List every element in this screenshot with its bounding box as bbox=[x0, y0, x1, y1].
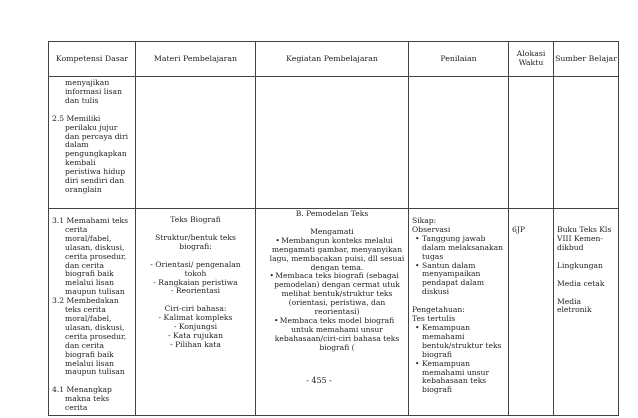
kd-4-1: 4.1 Menangkap makna teks cerita bbox=[52, 385, 112, 413]
penilaian-observasi: Observasi bbox=[412, 224, 451, 234]
sumber-cell bbox=[554, 77, 619, 209]
lesson-plan-table bbox=[48, 41, 619, 416]
kegiatan-cell bbox=[256, 77, 409, 209]
table-row bbox=[49, 77, 619, 209]
alokasi-cell bbox=[509, 77, 554, 209]
materi-rangkaian: - Rangkaian peristiwa bbox=[153, 277, 238, 287]
materi-kata: - Kata rujukan bbox=[168, 331, 223, 341]
materi-title: Teks Biografi bbox=[170, 215, 221, 224]
penilaian-cell bbox=[409, 77, 509, 209]
header-sumber: Sumber Belajar bbox=[554, 42, 619, 77]
header-row bbox=[49, 42, 619, 77]
materi-konjungsi: - Konjungsi bbox=[173, 322, 218, 332]
penilaian-bullet-1: • Tanggung jawab dalam melaksanakan tugas bbox=[412, 235, 505, 262]
materi-kalimat: - Kalimat kompleks bbox=[158, 313, 233, 323]
penilaian-bullet-2: • Santun dalam menyampaikan pendapat dalam diskusi bbox=[412, 262, 505, 298]
kegiatan-mengamati: Mengamati bbox=[310, 226, 354, 236]
materi-cell bbox=[136, 77, 256, 209]
penilaian-tes: Tes tertulis bbox=[412, 314, 456, 324]
kegiatan-bullet-3: • Membaca teks model biografi untuk memahami unsur kebahasaan/ciri-ciri bahasa teks biografi ( bbox=[259, 317, 405, 353]
header-materi: Materi Pembelajaran bbox=[136, 42, 256, 77]
penilaian-pengetahuan: Pengetahuan: bbox=[412, 305, 465, 315]
header-kegiatan: Kegiatan Pembelajaran bbox=[256, 42, 409, 77]
kd-continuation: menyajikan informasi lisan dan tulis bbox=[65, 78, 122, 105]
kd-cell bbox=[49, 77, 136, 209]
sumber-media-elektronik: Media eletronik bbox=[557, 296, 592, 315]
kegiatan-title: B. Pemodelan Teks bbox=[295, 209, 369, 218]
materi-ciri: Ciri-ciri bahasa: bbox=[164, 304, 227, 314]
alokasi-value: 6JP bbox=[512, 225, 525, 234]
kd-3-2: 3.2 Membedakan teks cerita moral/fabel, ulasan, diskusi, cerita prosedur, dan cerita biografi baik melalui lisan maupun tulisan bbox=[52, 296, 127, 377]
materi-struktur: Struktur/bentuk teks biografi: bbox=[155, 232, 236, 251]
penilaian-sikap: Sikap: bbox=[412, 216, 437, 225]
sumber-buku: Buku Teks Kls VIII Kemen-dikbud bbox=[557, 225, 612, 252]
materi-pilihan: - Pilihan kata bbox=[170, 339, 221, 349]
sumber-lingkungan: Lingkungan bbox=[557, 260, 603, 270]
page-number: - 455 - bbox=[306, 376, 332, 385]
header-kompetensi-dasar: Kompetensi Dasar bbox=[49, 42, 136, 77]
penilaian-bullet-4: • Kemampuan memahami unsur kebahasaan teks biografi bbox=[412, 360, 505, 396]
materi-orientasi: - Orientasi/ pengenalan tokoh bbox=[150, 259, 241, 278]
header-alokasi: Alokasi Waktu bbox=[509, 42, 554, 77]
materi-reorientasi: - Reorientasi bbox=[170, 286, 221, 296]
kd-2-5: 2.5 Memiliki perilaku jujur dan percaya diri dalam pengungkapkan kembali peristiwa hidup diri sendiri dan oranglain bbox=[52, 113, 129, 194]
kegiatan-bullet-1: • Membangun konteks melalui mengamati gambar, menyanyikan lagu, membacakan puisi, dll sesuai dengan tema. bbox=[259, 237, 405, 273]
sumber-media-cetak: Media cetak bbox=[557, 278, 605, 288]
kd-3-1: 3.1 Memahami teks cerita moral/fabel, ulasan, diskusi, cerita prosedur, dan cerita biografi baik melalui lisan maupun tulisan bbox=[52, 216, 128, 297]
kegiatan-bullet-2: • Membaca teks biografi (sebagai pemodelan) dengan cermat utuk melihat bentuk/struktur teks (orientasi, peristiwa, dan reorientasi) bbox=[259, 272, 405, 317]
header-penilaian: Penilaian bbox=[409, 42, 509, 77]
penilaian-bullet-3: • Kemampuan memahami bentuk/struktur teks biografi bbox=[412, 324, 505, 360]
